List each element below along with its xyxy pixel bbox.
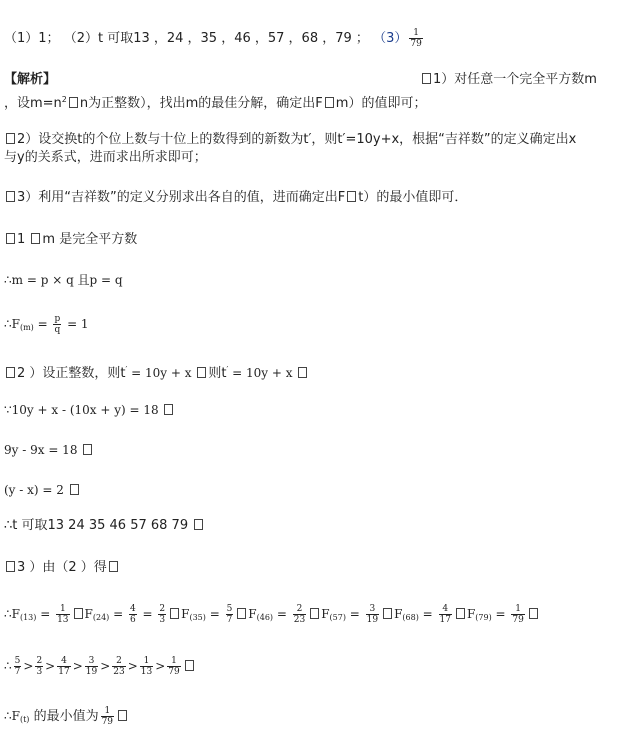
missing-glyph-icon: [31, 233, 40, 244]
f-value: $F_{(24)}$ = $\frac{4}{6}$ = $\frac{2}{3}$: [85, 607, 182, 621]
missing-glyph-icon: [6, 133, 15, 144]
solution-s5: ∵10y + x - (10x + y) = 18: [4, 402, 175, 418]
solution-s1: 1 m 是完全平方数: [4, 232, 137, 248]
f-value: $F_{(35)}$ = $\frac{5}{7}$: [181, 607, 248, 621]
missing-glyph-icon: [83, 444, 92, 455]
analysis-p2-b: 与y的关系式，进而求出所求即可；: [4, 150, 207, 165]
fraction: $\frac{4}{6}$: [129, 604, 136, 625]
answer-part3: （3）: [373, 31, 408, 46]
analysis-p1-tail: ，设$m=n^2$ n为正整数），找出m的最佳分解，确定出F m）的值即可；: [4, 95, 427, 111]
fraction: $\frac{1}{79}$: [168, 656, 180, 677]
missing-glyph-icon: [170, 608, 179, 619]
fraction: $\frac{1}{13}$: [57, 604, 69, 625]
answer-line: [4, 28, 425, 49]
fraction: $\frac{2}{3}$: [159, 604, 166, 625]
f-value: $\therefore F_{(13)}$ = $\frac{1}{13}$: [4, 607, 85, 621]
fraction: $\frac{2}{3}$: [36, 656, 43, 677]
missing-glyph-icon: [109, 561, 118, 572]
answer-part1: （1）1；: [4, 31, 60, 46]
fraction: $\frac{1}{79}$: [512, 604, 524, 625]
missing-glyph-icon: [6, 233, 15, 244]
missing-glyph-icon: [74, 608, 83, 619]
solution-final: $\therefore F_{(t)}$ 的最小值为 $\frac{1}{79}$: [4, 706, 129, 728]
missing-glyph-icon: [529, 608, 538, 619]
f-value: $F_{(79)}$ = $\frac{1}{79}$: [467, 607, 540, 621]
fraction: $\frac{5}{7}$: [14, 656, 21, 677]
missing-glyph-icon: [422, 73, 431, 84]
missing-glyph-icon: [164, 404, 173, 415]
solution-s8: ∴t 可取13 24 35 46 57 68 79: [4, 518, 205, 534]
solution-s2: ∴m = p × q 且p = q: [4, 273, 123, 287]
missing-glyph-icon: [118, 710, 127, 721]
missing-glyph-icon: [6, 561, 15, 572]
missing-glyph-icon: [70, 484, 79, 495]
fraction: $\frac{1}{13}$: [140, 656, 153, 677]
f-value: $F_{(46)}$ = $\frac{2}{23}$: [248, 607, 321, 621]
fraction: $\frac{2}{23}$: [113, 656, 125, 677]
answer-part2: （2）t 可取13 ，24 ，35 ，46 ，57 ，68 ，79 ；: [63, 31, 369, 46]
analysis-p2: 2）设交换t的个位上数与十位上的数得到的新数为t′，则t′=10y+x，根据“吉祥数”的定义确定出x: [4, 132, 576, 148]
answer-fraction: $\frac{1}{79}$: [410, 28, 422, 49]
missing-glyph-icon: [185, 660, 194, 671]
missing-glyph-icon: [325, 97, 334, 108]
solution-s4: 2 ）设正整数，则t′ = 10y + x 则t′ = 10y + x: [4, 362, 309, 382]
f-value: $F_{(57)}$ = $\frac{3}{19}$: [321, 607, 394, 621]
fraction: $\frac{4}{17}$: [439, 604, 451, 625]
missing-glyph-icon: [194, 519, 203, 530]
solution-s9: 3 ）由（2 ）得: [4, 560, 120, 576]
f-value: $F_{(68)}$ = $\frac{4}{17}$: [394, 607, 467, 621]
solution-s3: $\therefore F_{(m)}$ = $\frac{p}{q}$ = 1: [4, 314, 89, 335]
fraction: $\frac{2}{23}$: [293, 604, 306, 625]
missing-glyph-icon: [298, 367, 307, 378]
missing-glyph-icon: [347, 191, 356, 202]
missing-glyph-icon: [6, 367, 15, 378]
missing-glyph-icon: [197, 367, 206, 378]
missing-glyph-icon: [69, 97, 78, 108]
missing-glyph-icon: [237, 608, 246, 619]
fraction: $\frac{5}{7}$: [226, 604, 233, 625]
fraction: $\frac{3}{19}$: [85, 656, 98, 677]
analysis-p1-head: 1）对任意一个完全平方数m: [420, 72, 597, 88]
analysis-p3: 3）利用“吉祥数”的定义分别求出各自的值，进而确定出F t）的最小值即可．: [4, 190, 467, 206]
missing-glyph-icon: [6, 191, 15, 202]
missing-glyph-icon: [310, 608, 319, 619]
fraction: $\frac{3}{19}$: [366, 604, 379, 625]
solution-fvalues: [4, 604, 540, 626]
missing-glyph-icon: [456, 608, 465, 619]
solution-order: ∴ $\frac{5}{7}$ > $\frac{2}{3}$ > $\frac{4}{17}$ > $\frac{3}{19}$ > $\frac{2}{23}$ > $\frac{1}{13}$ > $\frac{1}{79}$: [4, 656, 196, 677]
solution-s7: (y - x) = 2: [4, 482, 81, 498]
analysis-label: 【解析】: [4, 72, 57, 87]
solution-s6: 9y - 9x = 18: [4, 442, 94, 458]
fraction: $\frac{4}{17}$: [58, 656, 70, 677]
missing-glyph-icon: [383, 608, 392, 619]
